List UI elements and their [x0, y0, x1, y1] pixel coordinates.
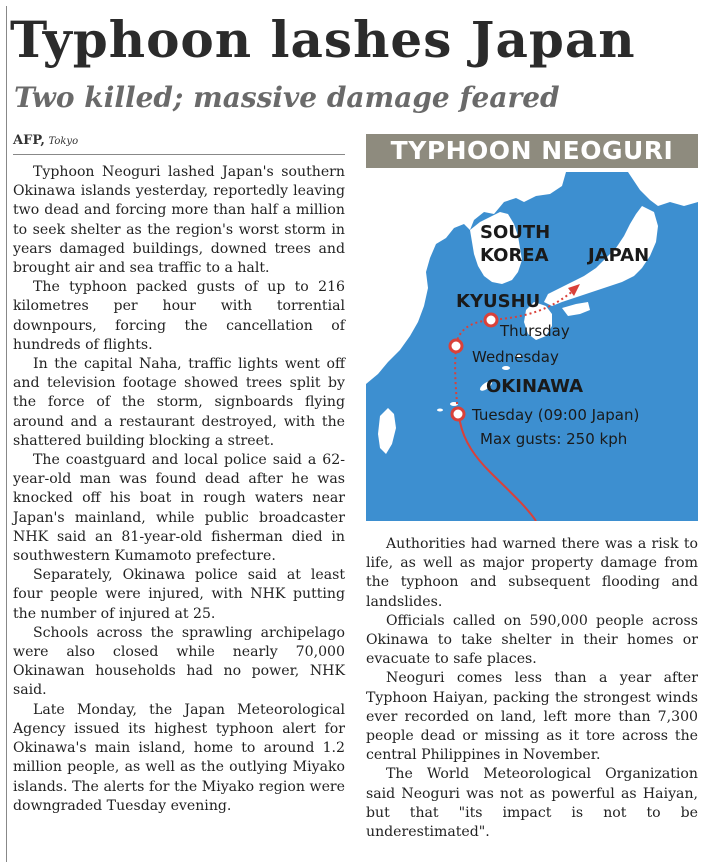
graphic-title: TYPHOON NEOGURI — [366, 134, 698, 168]
map-svg — [366, 172, 698, 521]
label-korea: KOREA — [480, 245, 549, 266]
typhoon-track-map — [366, 172, 698, 521]
label-kyushu: KYUSHU — [456, 291, 541, 312]
label-okinawa: OKINAWA — [486, 376, 584, 397]
marker-tuesday — [452, 408, 464, 420]
paragraph: In the capital Naha, traffic lights went off and television footage showed trees split by the force of the storm, signboards flying around and a restaurant destroyed, with the shattered building blocking a street. — [13, 356, 345, 449]
marker-wednesday — [450, 340, 462, 352]
paragraph: Schools across the sprawling archipelago were also closed while nearly 70,000 Okinawan households had no power, NHK said. — [13, 624, 345, 699]
byline-location: Tokyo — [48, 136, 79, 147]
byline — [13, 133, 343, 150]
label-thursday: Thursday — [500, 322, 570, 340]
paragraph: Authorities had warned there was a risk to life, as well as major property damage from the typhoon and subsequent flooding and landslides. — [366, 536, 698, 610]
page-rule-left — [6, 6, 7, 862]
subheadline: Two killed; massive damage feared — [14, 81, 560, 114]
typhoon-map-graphic — [366, 134, 698, 521]
paragraph: The typhoon packed gusts of up to 216 kilometres per hour with torrential downpours, forcing the cancellation of hundreds of flights. — [13, 279, 345, 353]
byline-agency: AFP, — [13, 133, 45, 148]
paragraph: The World Meteorological Organization said Neoguri was not as powerful as Haiyan, but that "its impact is not to be underestimated". — [366, 766, 698, 841]
label-japan: JAPAN — [588, 245, 650, 266]
paragraph: Officials called on 590,000 people across Okinawa to take shelter in their homes or evacuate to safe places. — [366, 612, 698, 668]
paragraph: Late Monday, the Japan Meteorological Agency issued its highest typhoon alert for Okinawa's main island, home to around 1.2 million people, as well as the outlying Miyako islands. The alerts for the Miyako region were downgraded Tuesday evening. — [13, 701, 345, 814]
land-island — [437, 409, 443, 412]
byline-rule — [13, 154, 345, 155]
headline: Typhoon lashes Japan — [10, 10, 636, 69]
label-tuesday: Tuesday (09:00 Japan) — [472, 406, 640, 424]
land-island — [502, 366, 510, 370]
paragraph: The coastguard and local police said a 62-year-old man was found dead after he was knocked off his boat in rough waters near Japan's mainland, while public broadcaster NHK said an 81-year-old fisherman died in southwestern Kumamoto prefecture. — [13, 452, 345, 565]
paragraph: Separately, Okinawa police said at least four people were injured, with NHK putting the number of injured at 25. — [13, 567, 345, 622]
label-wednesday: Wednesday — [472, 348, 559, 366]
paragraph: Neoguri comes less than a year after Typhoon Haiyan, packing the strongest winds ever recorded on land, left more than 7,300 people dead or missing as it tore across the central Philippines in November. — [366, 670, 698, 764]
article-column-1 — [13, 163, 345, 816]
paragraph: Typhoon Neoguri lashed Japan's southern Okinawa islands yesterday, reportedly leaving two dead and forcing more than half a million to seek shelter as the region's worst storm in years damaged buildings, downed trees and brought air and sea traffic to a halt. — [13, 164, 345, 277]
label-max-gusts: Max gusts: 250 kph — [480, 430, 628, 448]
article-column-2 — [366, 535, 698, 842]
label-south: SOUTH — [480, 222, 551, 243]
marker-thursday — [485, 314, 497, 326]
